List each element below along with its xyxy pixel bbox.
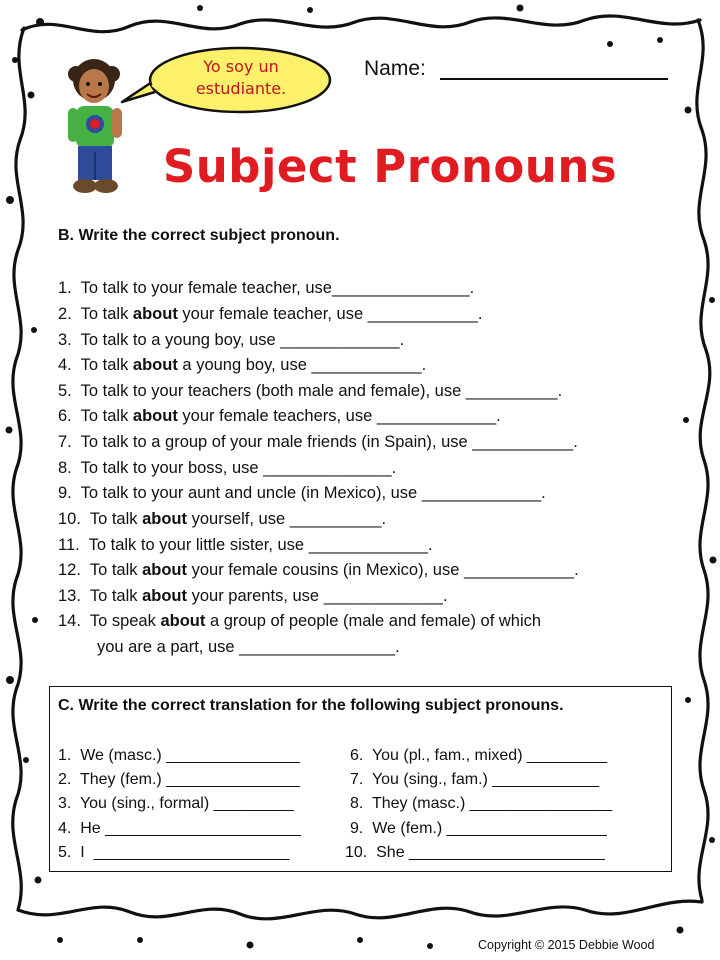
translation-item[interactable]: 4. He ______________________ xyxy=(58,820,301,837)
question-item-continuation[interactable]: you are a part, use _________________. xyxy=(97,638,400,656)
question-item: 12. To talk about your female cousins (in Mexico), use ____________. xyxy=(58,561,579,579)
speech-bubble-text: Yo soy un estudiante. xyxy=(195,57,287,98)
section-b-heading: B. Write the correct subject pronoun. xyxy=(58,227,340,244)
question-item: 3. To talk to a young boy, use _____________. xyxy=(58,331,405,349)
answer-blank[interactable]: _____________. xyxy=(421,484,546,502)
question-item: 5. To talk to your teachers (both male and female), use __________. xyxy=(58,382,563,400)
answer-blank[interactable]: _____________. xyxy=(376,407,501,425)
answer-blank[interactable]: __________. xyxy=(465,382,563,400)
name-label: Name: xyxy=(364,57,426,80)
section-c-heading: C. Write the correct translation for the following subject pronouns. xyxy=(58,697,564,714)
translation-item[interactable]: 2. They (fem.) _______________ xyxy=(58,771,300,788)
question-item: 4. To talk about a young boy, use ____________. xyxy=(58,356,427,374)
translation-item[interactable]: 3. You (sing., formal) _________ xyxy=(58,795,294,812)
answer-blank[interactable]: _______________. xyxy=(331,279,475,297)
question-item: 9. To talk to your aunt and uncle (in Mexico), use _____________. xyxy=(58,484,546,502)
question-item: 7. To talk to a group of your male friends (in Spain), use ___________. xyxy=(58,433,578,451)
translation-item[interactable]: 6. You (pl., fam., mixed) _________ xyxy=(350,747,608,764)
name-field-line[interactable] xyxy=(440,78,668,80)
copyright-notice: Copyright © 2015 Debbie Wood xyxy=(478,938,655,952)
translation-item[interactable]: 5. I ______________________ xyxy=(58,844,290,861)
answer-blank[interactable]: ____________. xyxy=(463,561,579,579)
question-item: 8. To talk to your boss, use ______________. xyxy=(58,459,397,477)
answer-blank[interactable]: _____________. xyxy=(323,587,448,605)
question-item: 11. To talk to your little sister, use _____________. xyxy=(58,536,433,554)
translation-item[interactable]: 9. We (fem.) __________________ xyxy=(350,820,607,837)
translation-item[interactable]: 8. They (masc.) ________________ xyxy=(350,795,613,812)
question-item: 14. To speak about a group of people (male and female) of which xyxy=(58,612,542,630)
translation-item[interactable]: 10. She ______________________ xyxy=(345,844,605,861)
answer-blank[interactable]: ____________. xyxy=(367,305,483,323)
answer-blank[interactable]: ____________. xyxy=(311,356,427,374)
answer-blank[interactable]: __________. xyxy=(289,510,387,528)
answer-blank[interactable]: ___________. xyxy=(472,433,578,451)
question-item: 10. To talk about yourself, use __________. xyxy=(58,510,387,528)
translation-item[interactable]: 1. We (masc.) _______________ xyxy=(58,747,300,764)
question-item: 6. To talk about your female teachers, use _____________. xyxy=(58,407,501,425)
translation-item[interactable]: 7. You (sing., fam.) ____________ xyxy=(350,771,600,788)
question-item: 1. To talk to your female teacher, use_______________. xyxy=(58,279,475,297)
page-title: Subject Pronouns xyxy=(162,140,618,193)
question-item: 13. To talk about your parents, use _____________. xyxy=(58,587,448,605)
answer-blank[interactable]: ______________. xyxy=(263,459,397,477)
question-item: 2. To talk about your female teacher, use ____________. xyxy=(58,305,483,323)
answer-blank[interactable]: _____________. xyxy=(280,331,405,349)
answer-blank[interactable]: _____________. xyxy=(308,536,433,554)
